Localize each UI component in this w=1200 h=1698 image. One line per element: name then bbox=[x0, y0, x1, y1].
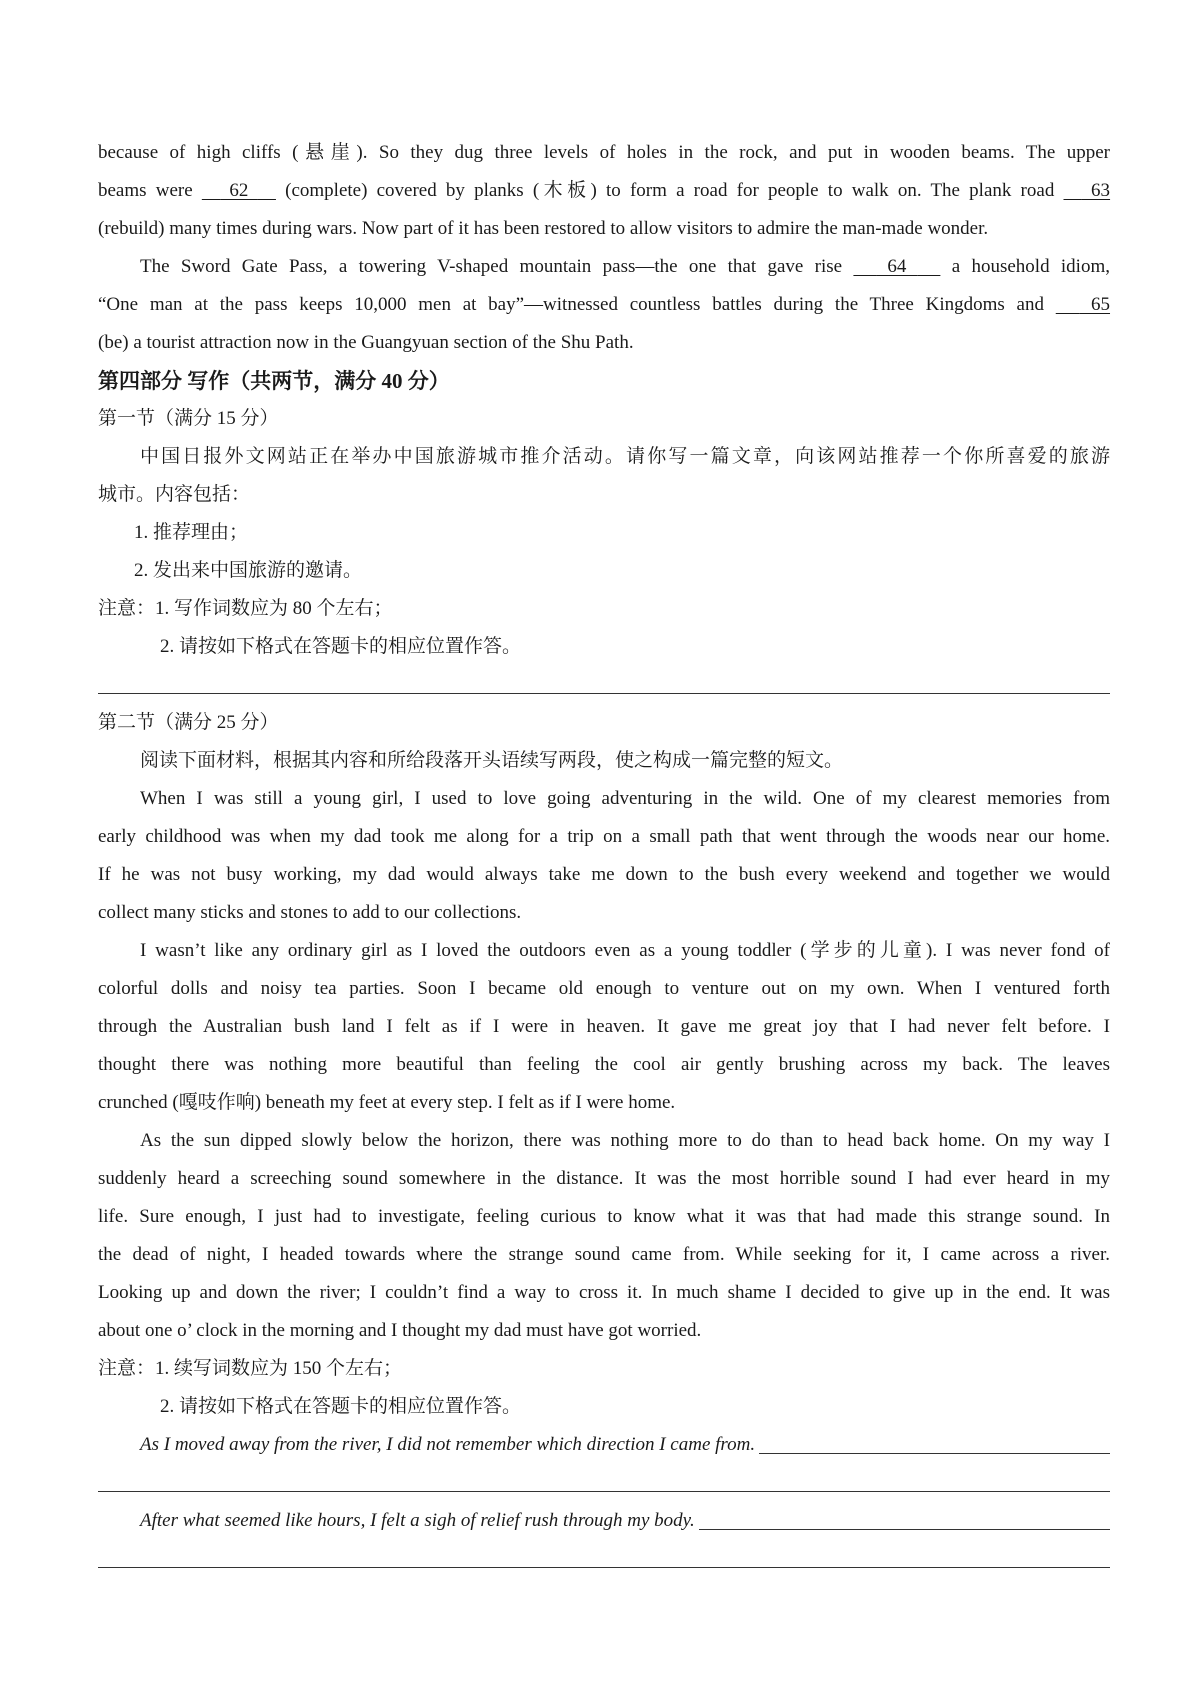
story-line: suddenly heard a screeching sound somewhere in the distance. It was the most horrible sound I had ever heard in my bbox=[98, 1168, 1110, 1189]
blank-65[interactable]: 65 bbox=[1079, 294, 1111, 315]
story-line: As the sun dipped slowly below the horizon, there was nothing more to do than to head back home. On my way I bbox=[140, 1130, 1110, 1151]
story-line: Looking up and down the river; I couldn’t find a way to cross it. In much shame I decided to give up in the end. It was bbox=[98, 1282, 1110, 1303]
para2-opening: After what seemed like hours, I felt a sigh of relief rush through my body. bbox=[140, 1510, 695, 1531]
section1-instruction: 中国日报外文网站正在举办中国旅游城市推介活动。请你写一篇文章，向该网站推荐一个你所喜爱的旅游 bbox=[140, 446, 1110, 467]
section2-title: 第二节（满分 25 分） bbox=[98, 712, 279, 733]
story-line: the dead of night, I headed towards where the strange sound came from. While seeking for it, I came across a river. bbox=[98, 1244, 1110, 1265]
story-line: thought there was nothing more beautiful than feeling the cool air gently brushing across my back. The leaves bbox=[98, 1054, 1110, 1075]
section1-instruction: 城市。内容包括： bbox=[98, 484, 251, 505]
story-line: collect many sticks and stones to add to our collections. bbox=[98, 902, 522, 923]
passage-line: beams were 62 (complete) covered by planks (木板) to form a road for people to walk on. The plank road 63 bbox=[98, 180, 1111, 201]
story-line: I wasn’t like any ordinary girl as I loved the outdoors even as a young toddler (学步的儿童). I was never fond of bbox=[140, 940, 1110, 961]
section1-point: 1. 推荐理由； bbox=[134, 522, 249, 543]
passage-line: “One man at the pass keeps 10,000 men at bay”—witnessed countless battles during the Three Kingdoms and 65 bbox=[98, 294, 1111, 315]
passage-line: (rebuild) many times during wars. Now part of it has been restored to allow visitors to admire the man-made wonder. bbox=[98, 218, 989, 239]
story-line: colorful dolls and noisy tea parties. Soon I became old enough to venture out on my own. When I ventured forth bbox=[98, 978, 1110, 999]
blank-63[interactable]: 63 bbox=[1081, 180, 1111, 201]
story-line: about one o’ clock in the morning and I thought my dad must have got worried. bbox=[98, 1320, 702, 1341]
para1-opening: As I moved away from the river, I did not remember which direction I came from. bbox=[140, 1434, 756, 1455]
passage-line: The Sword Gate Pass, a towering V-shaped mountain pass—the one that gave rise 64 a household idiom, bbox=[140, 256, 1110, 277]
passage-line: (be) a tourist attraction now in the Guangyuan section of the Shu Path. bbox=[98, 332, 634, 353]
section1-point: 2. 发出来中国旅游的邀请。 bbox=[134, 560, 363, 581]
story-line: If he was not busy working, my dad would always take me down to the bush every weekend and together we would bbox=[98, 864, 1110, 885]
story-line: early childhood was when my dad took me along for a trip on a small path that went through the woods near our home. bbox=[98, 826, 1110, 847]
continuation-para2 bbox=[98, 1502, 1110, 1540]
story-line: through the Australian bush land I felt as if I were in heaven. It gave me great joy that I had never felt before. I bbox=[98, 1016, 1110, 1037]
section1-note: 2. 请按如下格式在答题卡的相应位置作答。 bbox=[160, 636, 522, 657]
section1-note: 注意：1. 写作词数应为 80 个左右； bbox=[98, 598, 393, 619]
continuation-para1 bbox=[98, 1426, 1110, 1464]
answer-line[interactable] bbox=[759, 1452, 1110, 1454]
blank-64[interactable]: 64 bbox=[876, 256, 918, 277]
answer-line[interactable] bbox=[98, 1540, 1110, 1578]
section2-note: 注意：1. 续写词数应为 150 个左右； bbox=[98, 1358, 403, 1379]
section2-note: 2. 请按如下格式在答题卡的相应位置作答。 bbox=[160, 1396, 522, 1417]
answer-line[interactable] bbox=[699, 1528, 1110, 1530]
passage-line: because of high cliffs (悬崖). So they dug three levels of holes in the rock, and put in wooden beams. The upper bbox=[98, 142, 1110, 163]
section2-instruction: 阅读下面材料，根据其内容和所给段落开头语续写两段，使之构成一篇完整的短文。 bbox=[140, 750, 844, 771]
section1-title: 第一节（满分 15 分） bbox=[98, 408, 279, 429]
answer-line[interactable] bbox=[98, 666, 1110, 704]
exam-page bbox=[98, 134, 1110, 1578]
story-line: life. Sure enough, I just had to investigate, feeling curious to know what it was that had made this strange sound. In bbox=[98, 1206, 1110, 1227]
story-line: When I was still a young girl, I used to love going adventuring in the wild. One of my clearest memories from bbox=[140, 788, 1110, 809]
answer-line[interactable] bbox=[98, 1464, 1110, 1502]
story-line: crunched (嘎吱作响) beneath my feet at every step. I felt as if I were home. bbox=[98, 1092, 676, 1113]
part4-heading: 第四部分 写作（共两节，满分 40 分） bbox=[98, 369, 450, 393]
blank-62[interactable]: 62 bbox=[220, 180, 258, 201]
